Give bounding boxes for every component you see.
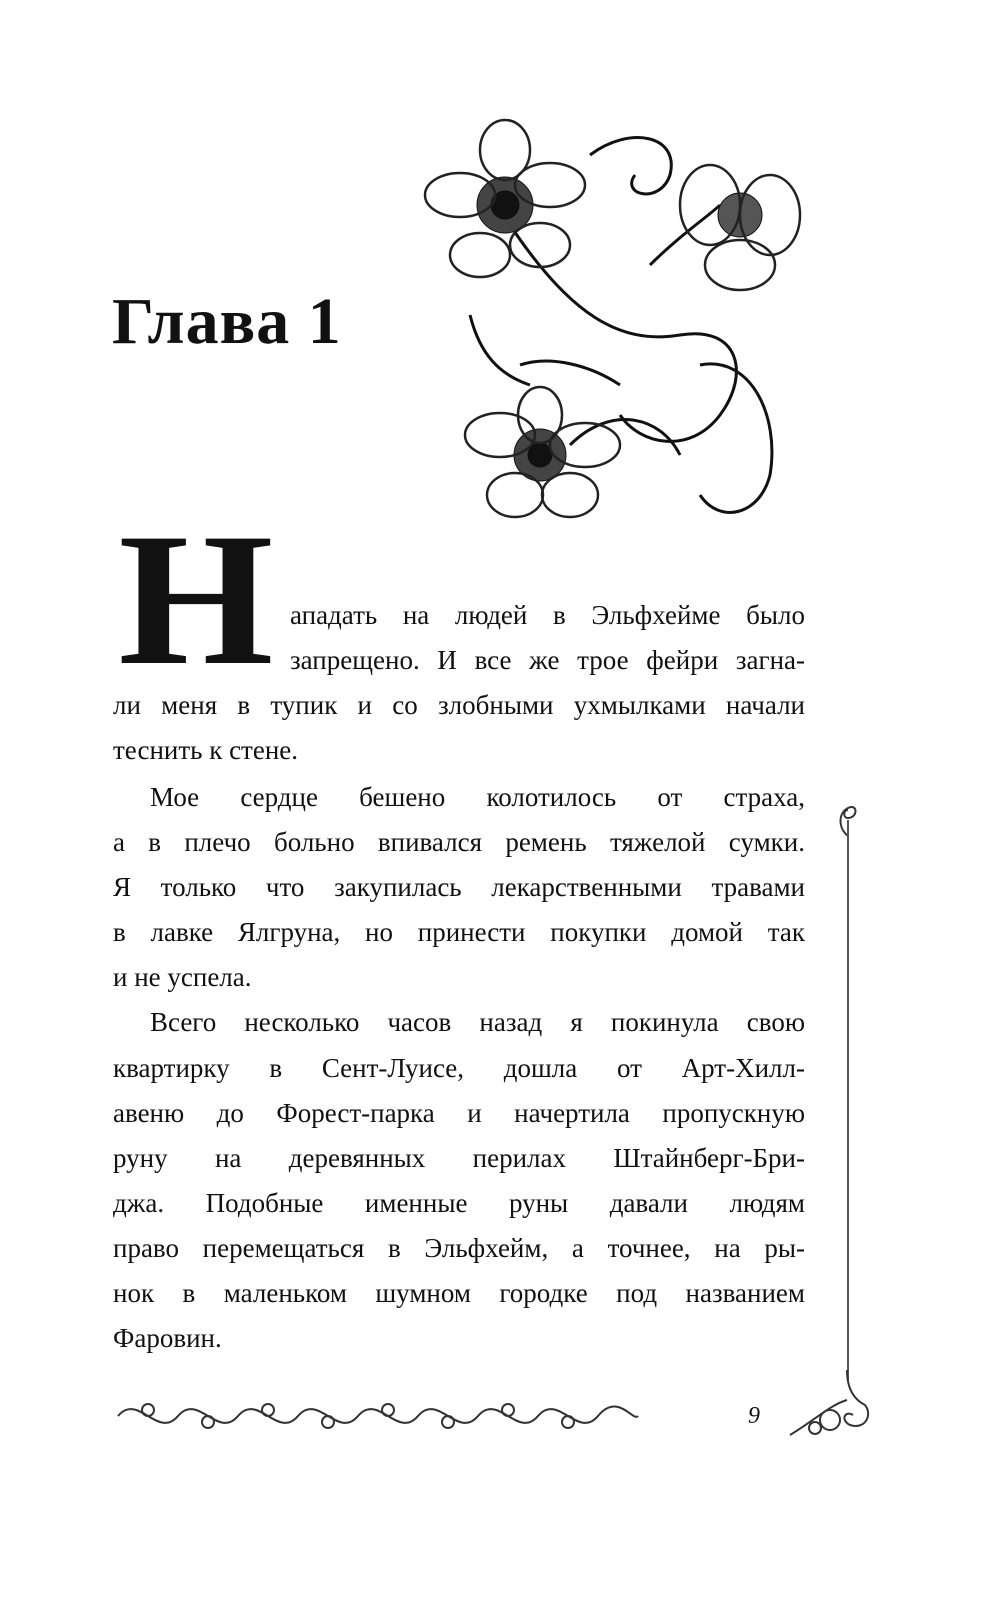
- text-line: ли меня в тупик и со злобными ухмылками начали: [113, 690, 805, 720]
- text-line: ападать на людей в Эльфхейме было: [290, 600, 805, 630]
- text-line: руну на деревянных перилах Штайнберг-Бри-: [113, 1143, 805, 1173]
- text-line: запрещено. И все же трое фейри загна-: [290, 645, 805, 675]
- text-line: Я только что закупилась лекарственными травами: [113, 872, 805, 902]
- drop-cap-letter: Н: [118, 495, 274, 705]
- text-line: нок в маленьком шумном городке под названием: [113, 1278, 805, 1308]
- text-line: квартирку в Сент-Луисе, дошла от Арт-Хилл-: [113, 1053, 805, 1083]
- text-line: а в плечо больно впивался ремень тяжелой сумки.: [113, 827, 805, 857]
- chapter-title: Глава 1: [112, 285, 342, 358]
- drop-cap: [112, 495, 274, 705]
- text-line: и не успела.: [113, 962, 252, 992]
- text-line: авеню до Форест-парка и начертила пропускную: [113, 1098, 805, 1128]
- decorative-border: [113, 1392, 643, 1440]
- text-line: Мое сердце бешено колотилось от страха,: [150, 782, 805, 812]
- text-line: джа. Подобные именные руны давали людям: [113, 1188, 805, 1218]
- text-line: в лавке Ялгруна, но принести покупки домой так: [113, 917, 805, 947]
- floral-illustration: [420, 115, 815, 540]
- text-line: право перемещаться в Эльфхейм, а точнее, на ры-: [113, 1233, 805, 1263]
- vertical-rule: [847, 820, 849, 1380]
- text-line: Всего несколько часов назад я покинула свою: [150, 1007, 805, 1037]
- text-line: Фаровин.: [113, 1323, 222, 1353]
- page-number: 9: [748, 1403, 760, 1429]
- scroll-ornament-bottom: [785, 1370, 875, 1440]
- text-line: теснить к стене.: [113, 735, 299, 765]
